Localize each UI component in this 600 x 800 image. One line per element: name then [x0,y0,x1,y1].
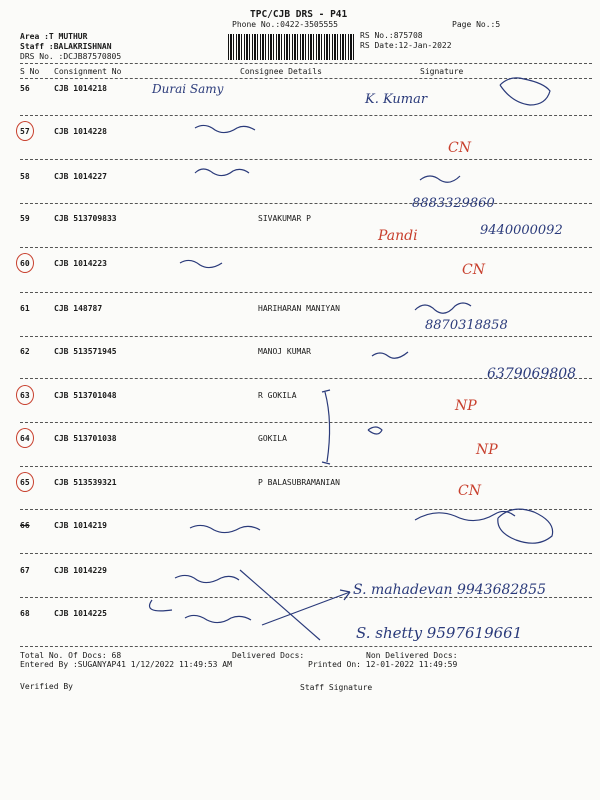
row-sno: 62 [20,347,30,356]
printed-on: Printed On: 12-01-2022 11:49:59 [308,660,458,669]
row-consignment: CJB 1014225 [54,609,107,618]
handwritten-signature: S. shetty 9597619661 [356,624,523,642]
row-consignee: SIVAKUMAR P [258,214,311,223]
rs-number: RS No.:875708 [360,31,423,40]
row-consignee: GOKILA [258,434,287,443]
handwritten-status: CN [448,140,471,156]
row-consignment: CJB 1014229 [54,566,107,575]
row-sno: 56 [20,84,30,93]
drs-number: DRS No. :DCJB87570805 [20,52,122,61]
row-consignment: CJB 513709833 [54,214,117,223]
total-docs: Total No. Of Docs: 68 [20,651,122,660]
non-delivered-docs: Non Delivered Docs: [366,651,458,660]
handwritten-status: CN [462,262,485,278]
phone-number: Phone No.:0422-3505555 [232,20,338,29]
handwritten-phone: 8883329860 [412,196,495,211]
row-consignment: CJB 1014228 [54,127,107,136]
row-sno: 65 [20,478,30,487]
column-header-sno: S No [20,67,40,76]
row-sno: 58 [20,172,30,181]
row-consignment: CJB 513539321 [54,478,117,487]
row-sno: 61 [20,304,30,313]
row-consignment: CJB 513701048 [54,391,117,400]
column-header-consignee: Consignee Details [240,67,322,76]
staff-label: Staff :BALAKRISHNAN [20,42,112,51]
row-consignment: CJB 1014218 [54,84,107,93]
handwritten-status: NP [455,398,477,414]
row-sno: 64 [20,434,30,443]
row-consignment: CJB 513571945 [54,347,117,356]
row-sno: 66 [20,521,30,530]
handwritten-signature: K. Kumar [365,92,428,107]
handwritten-phone: 9440000092 [480,223,563,238]
page-number: Page No.:5 [452,20,501,29]
handwritten-status: CN [458,483,481,499]
row-consignee: MANOJ KUMAR [258,347,311,356]
row-consignee: P BALASUBRAMANIAN [258,478,340,487]
row-consignee: HARIHARAN MANIYAN [258,304,340,313]
verified-by: Verified By [20,682,73,691]
row-sno: 57 [20,127,30,136]
area-label: Area :T MUTHUR [20,32,88,41]
handwritten-signature: S. mahadevan 9943682855 [353,582,547,598]
handwritten-signature: Pandi [378,228,418,244]
handwritten-name: Durai Samy [152,82,224,96]
row-consignment: CJB 1014223 [54,259,107,268]
row-consignment: CJB 148787 [54,304,103,313]
row-consignment: CJB 1014227 [54,172,107,181]
row-consignment: CJB 1014219 [54,521,107,530]
handwritten-phone: 8870318858 [425,318,508,333]
staff-signature: Staff Signature [300,683,373,692]
row-sno: 63 [20,391,30,400]
row-sno: 67 [20,566,30,575]
row-sno: 59 [20,214,30,223]
row-sno: 68 [20,609,30,618]
row-sno: 60 [20,259,30,268]
rs-date: RS Date:12-Jan-2022 [360,41,452,50]
row-consignment: CJB 513701038 [54,434,117,443]
column-header-consignment: Consignment No [54,67,122,76]
column-header-signature: Signature [420,67,464,76]
handwritten-phone: 6379069808 [487,366,577,382]
row-consignee: R GOKILA [258,391,297,400]
entered-by: Entered By :SUGANYAP41 1/12/2022 11:49:53 AM [20,660,232,669]
report-title: TPC/CJB DRS - P41 [250,9,348,20]
handwritten-status: NP [476,442,498,458]
delivered-docs: Delivered Docs: [232,651,305,660]
